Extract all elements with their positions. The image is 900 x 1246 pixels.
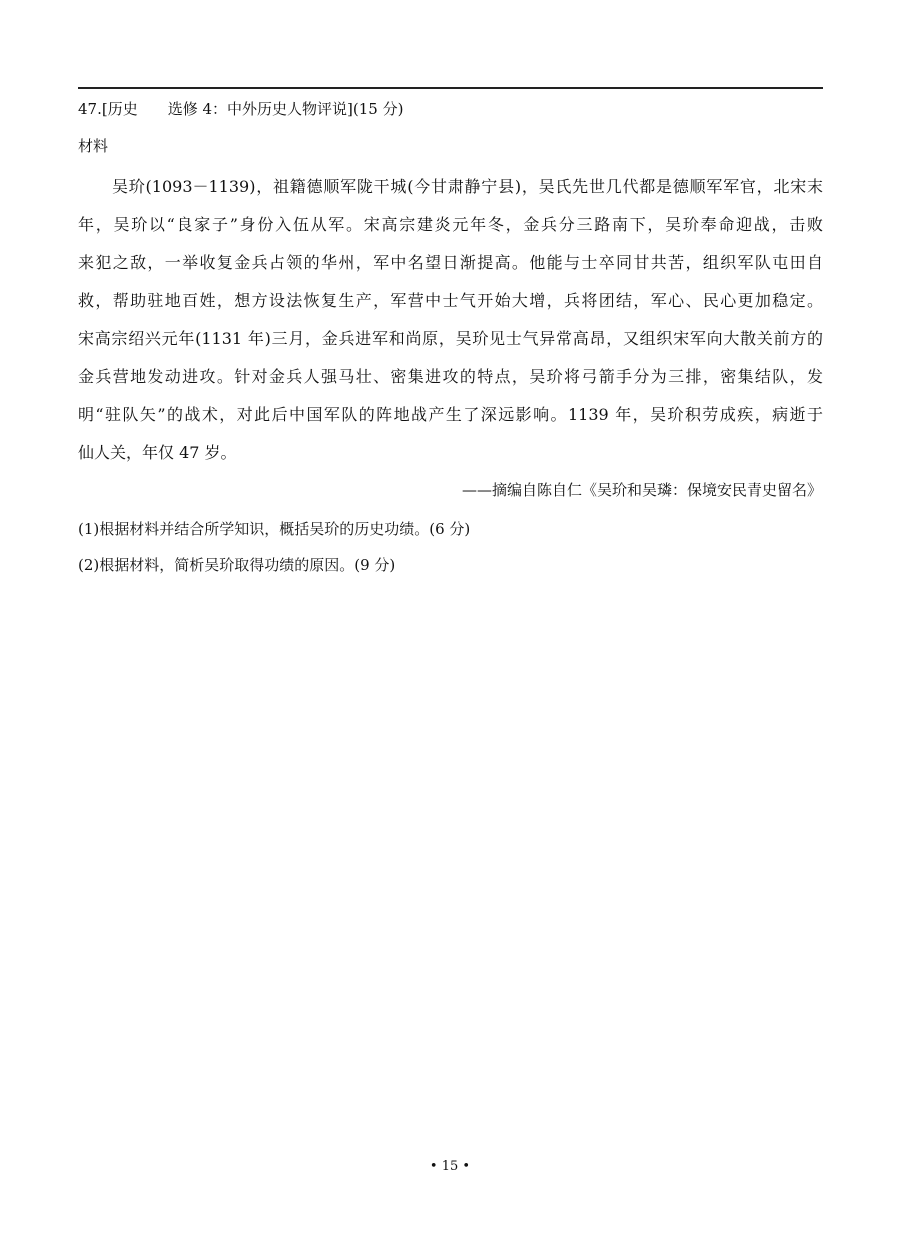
passage-line: 宋高宗绍兴元年(1131 年)三月，金兵进军和尚原，吴玠见士气异常高昂，又组织宋军向大散关前方的 <box>78 329 823 348</box>
passage-line: 年，吴玠以“良家子”身份入伍从军。宋高宗建炎元年冬，金兵分三路南下，吴玠奉命迎战，击败 <box>78 215 823 234</box>
page-number: • 15 • <box>429 1159 471 1174</box>
passage-line: 金兵营地发动进攻。针对金兵人强马壮、密集进攻的特点，吴玠将弓箭手分为三排，密集结队，发 <box>78 367 823 386</box>
question-module-title: 选修 4：中外历史人物评说](15 分) <box>167 100 404 118</box>
sub-question-1: (1)根据材料并结合所学知识，概括吴玠的历史功绩。(6 分) <box>78 520 471 538</box>
material-passage <box>78 168 823 472</box>
source-citation: ——摘编自陈自仁《吴玠和吴璘：保境安民青史留名》 <box>461 481 822 499</box>
top-divider <box>78 87 823 89</box>
question-number-subject: 47.[历史 <box>78 100 138 118</box>
material-label: 材料 <box>78 137 109 155</box>
passage-line: 来犯之敌，一举收复金兵占领的华州，军中名望日渐提高。他能与士卒同甘共苦，组织军队屯田自 <box>78 253 823 272</box>
passage-line: 明“驻队矢”的战术，对此后中国军队的阵地战产生了深远影响。1139 年，吴玠积劳成疾，病逝于 <box>78 405 823 424</box>
question-header <box>78 98 403 120</box>
passage-line: 吴玠(1093－1139)，祖籍德顺军陇干城(今甘肃静宁县)，吴氏先世几代都是德顺军军官，北宋末 <box>112 177 823 196</box>
passage-line: 救，帮助驻地百姓，想方设法恢复生产，军营中士气开始大增，兵将团结，军心、民心更加稳定。 <box>78 291 823 310</box>
sub-question-2: (2)根据材料，简析吴玠取得功绩的原因。(9 分) <box>78 556 396 574</box>
passage-line: 仙人关，年仅 47 岁。 <box>78 443 237 462</box>
